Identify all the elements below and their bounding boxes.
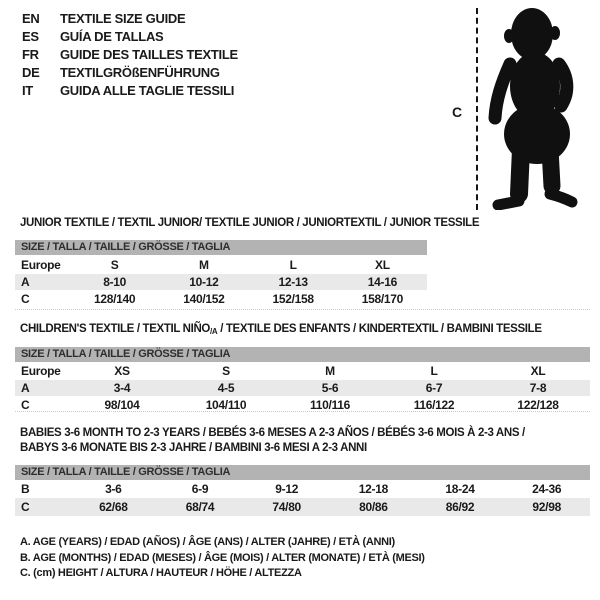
section-separator <box>15 309 590 310</box>
language-row-de <box>22 64 238 82</box>
children-title-post: / TEXTILE DES ENFANTS / KINDERTEXTIL / BAMBINI TESSILE <box>217 323 542 335</box>
junior-age-row <box>15 274 427 290</box>
height-value: 80/86 <box>359 500 388 514</box>
age-value: 6-7 <box>425 381 443 395</box>
months-value: 9-12 <box>275 482 299 496</box>
height-value: 128/140 <box>93 291 136 306</box>
size-column: S <box>110 257 119 272</box>
children-columns-row <box>15 362 590 380</box>
legend-footnotes <box>20 535 425 582</box>
height-value: 86/92 <box>445 500 475 514</box>
language-row-en <box>22 10 238 28</box>
age-value: 14-16 <box>367 275 397 289</box>
language-row-it <box>22 82 238 100</box>
children-title-sub: /A <box>210 327 218 336</box>
height-value: 110/116 <box>310 397 350 412</box>
language-code: IT <box>22 83 33 98</box>
language-row-es <box>22 28 238 46</box>
size-column: M <box>325 364 335 378</box>
age-value: 5-6 <box>321 381 339 395</box>
baby-silhouette <box>482 4 596 210</box>
babies-size-table <box>15 465 590 516</box>
height-value: 74/80 <box>272 500 301 514</box>
height-value: 158/170 <box>361 291 404 306</box>
children-section-title <box>20 322 542 339</box>
months-value: 18-24 <box>445 482 475 496</box>
height-measure-label: C <box>452 104 463 120</box>
children-age-row <box>15 380 590 396</box>
age-value: 7-8 <box>529 381 547 395</box>
babies-height-row <box>15 498 590 516</box>
height-measure-dashed-line <box>476 8 478 210</box>
babies-title-line1: BABIES 3-6 MONTH TO 2-3 YEARS / BEBÉS 3-6 MESES A 2-3 AÑOS / BÉBÉS 3-6 MOIS À 2-3 ANS / <box>20 427 525 439</box>
row-label: B <box>21 482 30 496</box>
months-value: 6-9 <box>191 482 209 496</box>
age-value: 3-4 <box>113 381 131 395</box>
junior-size-table <box>15 240 427 307</box>
height-value: 122/128 <box>517 397 559 412</box>
guide-title-de: TEXTILGRÖßENFÜHRUNG <box>60 65 220 80</box>
guide-title-es: GUÍA DE TALLAS <box>60 29 164 44</box>
footnote-b-age-months: B. AGE (MONTHS) / EDAD (MESES) / ÂGE (MOIS) / ALTER (MONATE) / ETÀ (MESI) <box>20 551 425 564</box>
months-value: 3-6 <box>105 482 122 496</box>
babies-section-title <box>20 426 525 456</box>
size-column: XS <box>114 364 130 378</box>
junior-size-header-bar: SIZE / TALLA / TAILLE / GRÖSSE / TAGLIA <box>15 240 427 255</box>
months-value: 24-36 <box>532 482 562 496</box>
age-value: 4-5 <box>217 381 235 395</box>
footnote-a-age-years: A. AGE (YEARS) / EDAD (AÑOS) / ÂGE (ANS) / ALTER (JAHRE) / ETÀ (ANNI) <box>20 536 395 548</box>
height-value: 116/122 <box>413 397 455 412</box>
row-label: C <box>21 397 30 412</box>
size-column: XL <box>530 364 546 378</box>
size-column: L <box>289 257 297 272</box>
region-label: Europe <box>21 257 61 272</box>
height-value: 92/98 <box>532 500 561 514</box>
height-value: 62/68 <box>99 500 128 514</box>
guide-title-en: TEXTILE SIZE GUIDE <box>60 11 186 26</box>
children-title-pre: CHILDREN'S TEXTILE / TEXTIL NIÑO <box>20 323 211 335</box>
row-label: A <box>21 381 30 395</box>
age-value: 10-12 <box>189 275 219 289</box>
babies-months-row <box>15 480 590 498</box>
language-code: DE <box>22 65 40 80</box>
children-size-table <box>15 347 590 413</box>
guide-title-it: GUIDA ALLE TAGLIE TESSILI <box>60 83 235 98</box>
section-separator <box>15 411 590 412</box>
row-label: C <box>21 500 30 514</box>
height-value: 68/74 <box>185 500 215 514</box>
footnote-c-height: C. (cm) HEIGHT / ALTURA / HAUTEUR / HÖHE / ALTEZZA <box>20 567 302 579</box>
babies-title-line2: BABYS 3-6 MONATE BIS 2-3 JAHRE / BAMBINI 3-6 MESI A 2-3 ANNI <box>20 442 367 454</box>
age-value: 12-13 <box>278 275 308 289</box>
size-column: S <box>222 364 230 378</box>
age-value: 8-10 <box>103 275 127 289</box>
region-label: Europe <box>21 364 61 378</box>
language-code: FR <box>22 47 39 62</box>
height-value: 104/110 <box>205 397 247 412</box>
language-title-block <box>22 10 238 100</box>
language-row-fr <box>22 46 238 64</box>
language-code: EN <box>22 11 40 26</box>
babies-size-header-bar: SIZE / TALLA / TAILLE / GRÖSSE / TAGLIA <box>15 465 590 480</box>
junior-height-row <box>15 290 427 307</box>
junior-columns-row <box>15 255 427 274</box>
size-column: M <box>199 257 209 272</box>
months-value: 12-18 <box>358 482 388 496</box>
children-size-header-bar: SIZE / TALLA / TAILLE / GRÖSSE / TAGLIA <box>15 347 590 362</box>
height-value: 152/158 <box>272 291 314 306</box>
row-label: A <box>21 275 30 289</box>
row-label: C <box>21 291 30 306</box>
height-value: 140/152 <box>183 291 225 306</box>
junior-section-title: JUNIOR TEXTILE / TEXTIL JUNIOR/ TEXTILE JUNIOR / JUNIORTEXTIL / JUNIOR TESSILE <box>20 217 480 229</box>
size-column: XL <box>375 257 390 272</box>
height-value: 98/104 <box>104 397 140 412</box>
language-code: ES <box>22 29 39 44</box>
size-column: L <box>430 364 438 378</box>
guide-title-fr: GUIDE DES TAILLES TEXTILE <box>60 47 238 62</box>
